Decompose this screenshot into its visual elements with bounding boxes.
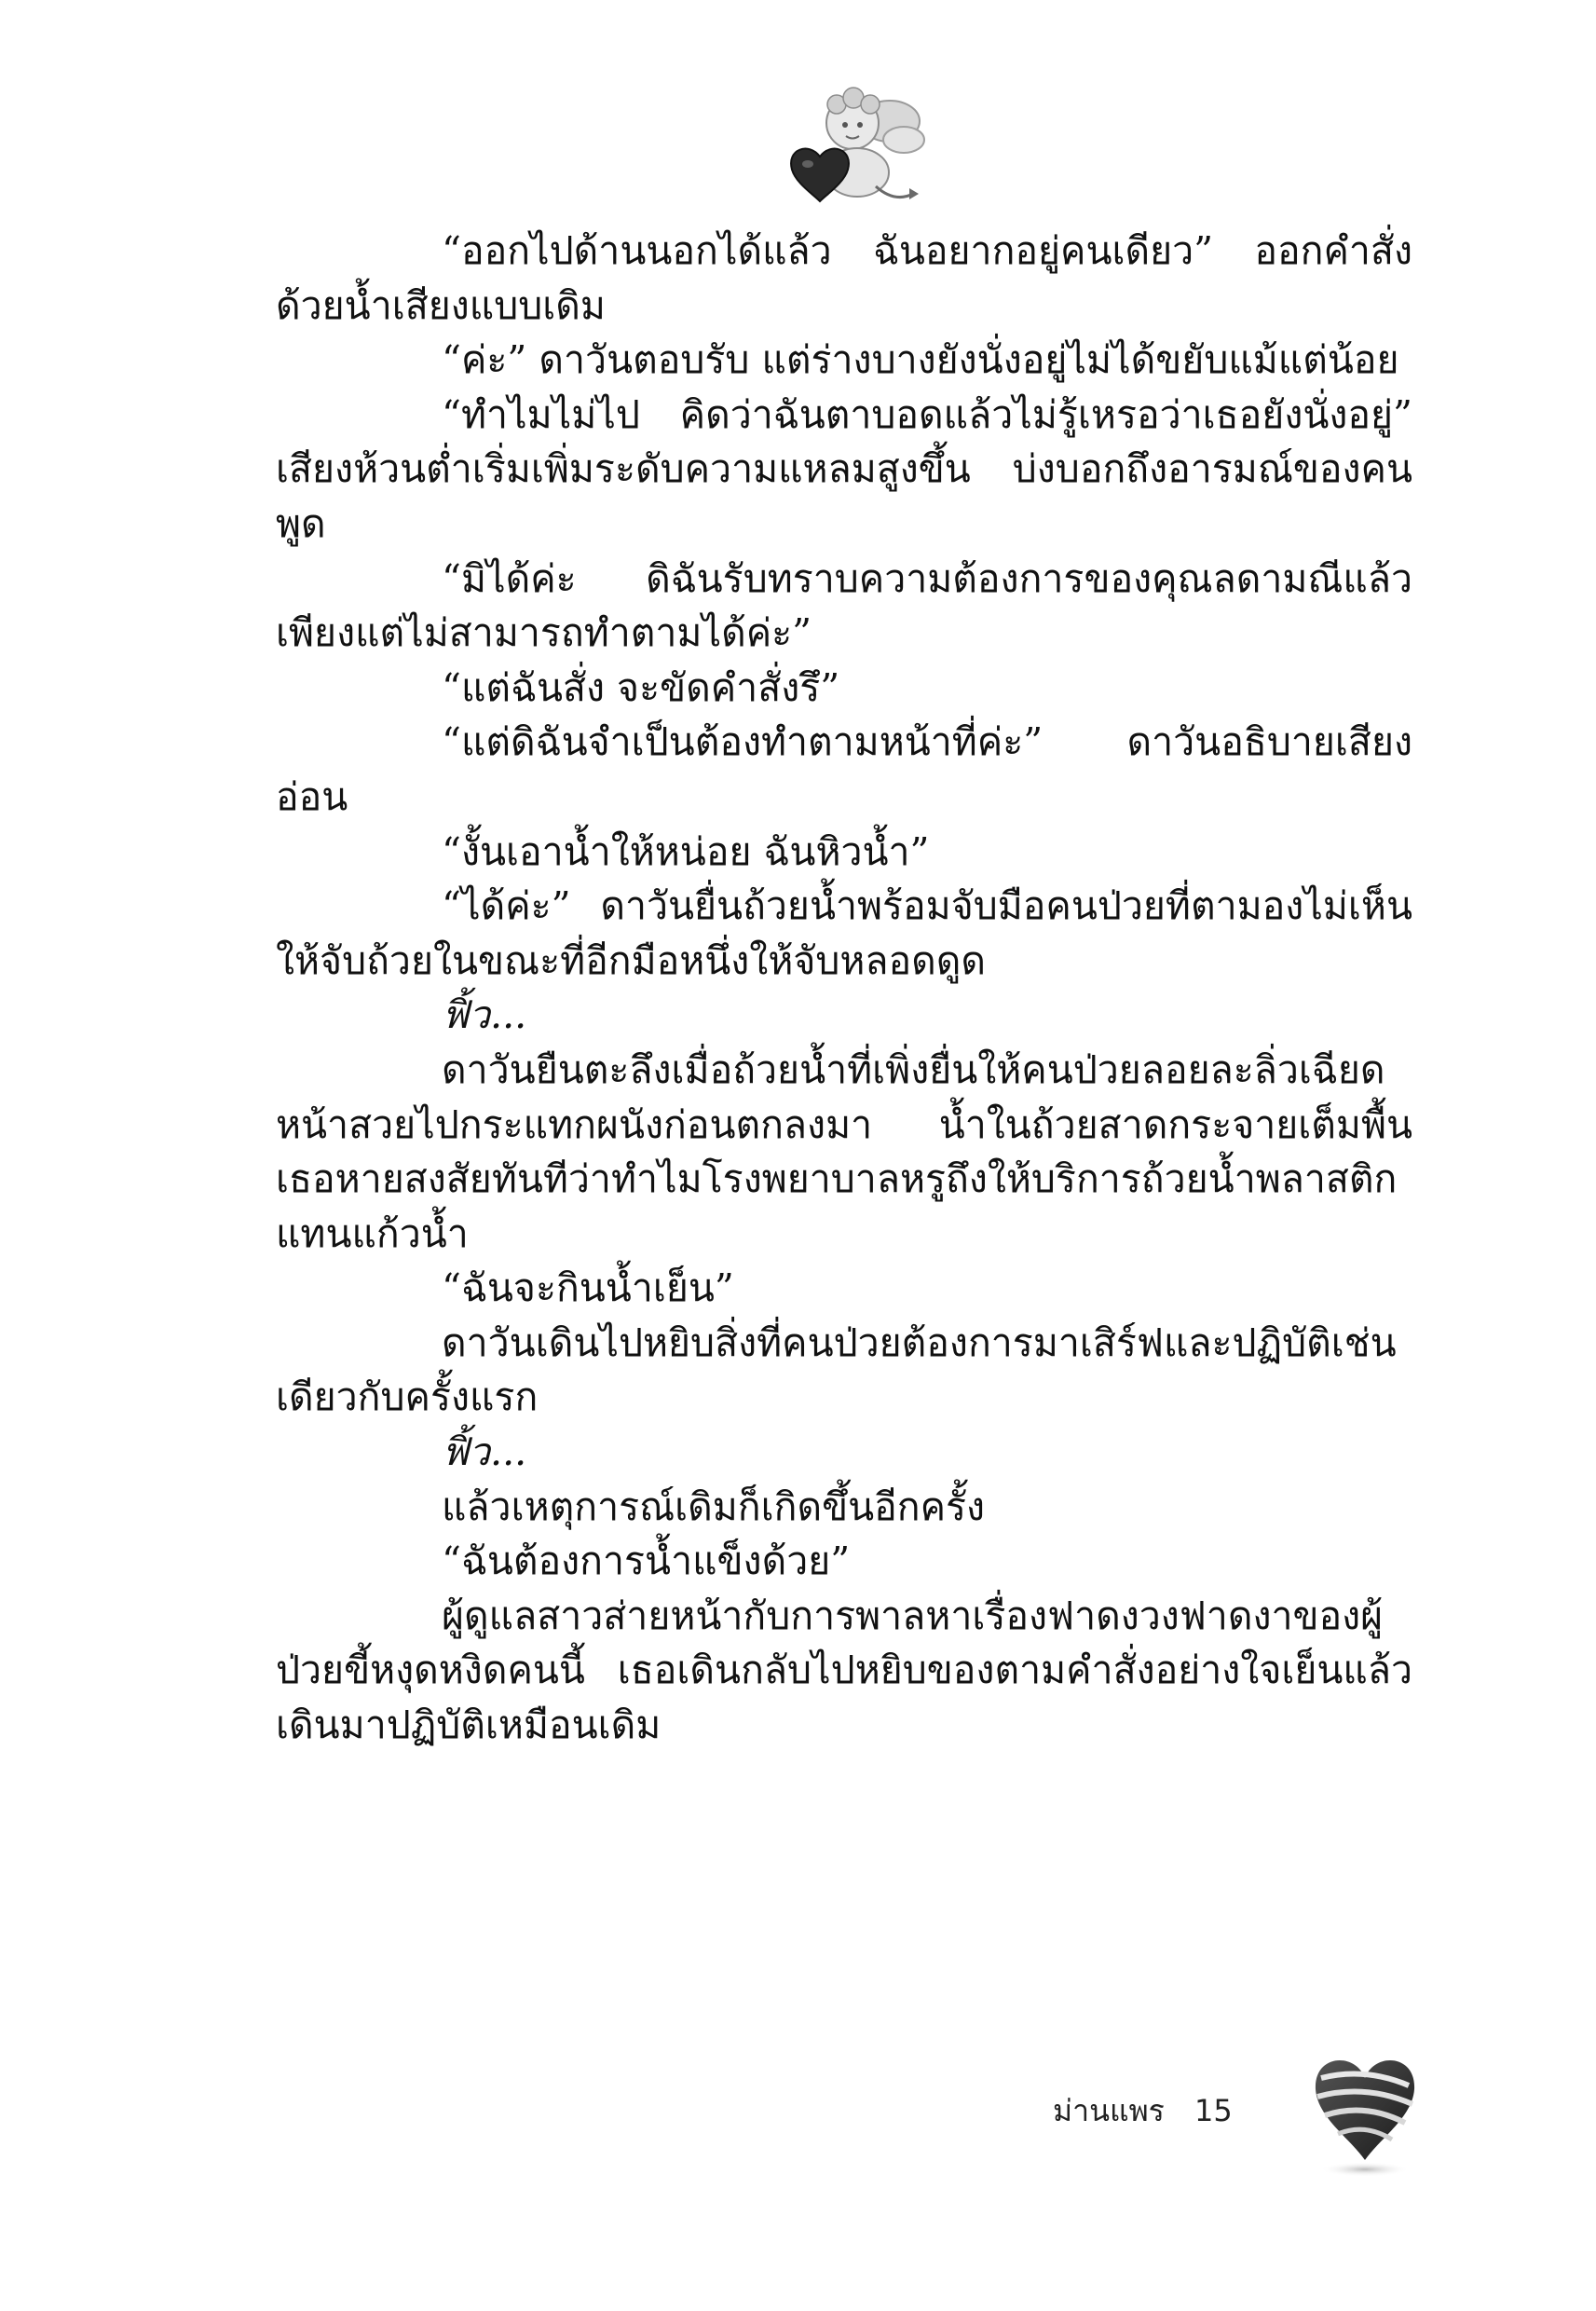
book-title: ม่านแพร [1053,2093,1165,2128]
cupid-with-heart-icon [764,84,932,214]
paragraph: “มิได้ค่ะ ดิฉันรับทราบความต้องการของคุณลดามณีแล้ว เพียงแต่ไม่สามารถทำตามได้ค่ะ” [276,555,1412,656]
paragraph-sound-effect: ฟิ้ว... [442,1429,527,1475]
paragraph: “งั้นเอาน้ำให้หน่อย ฉันหิวน้ำ” [442,828,930,874]
paragraph: ดาวันยืนตะลึงเมื่อถ้วยน้ำที่เพิ่งยื่นให้คนป่วยลอยละลิ่วเฉียดหน้าสวยไปกระแทกผนังก่อนตกลงมา น้ำในถ้วยสาดกระจายเต็มพื้น เธอหายสงสัยทันทีว่าทำไมโรงพยาบาลหรูถึงให้บริการถ้วยน้ำพลาสติกแทนแก้วน้ำ [276,1046,1412,1256]
paragraph: “ออกไปด้านนอกได้แล้ว ฉันอยากอยู่คนเดียว” ออกคำสั่งด้วยน้ำเสียงแบบเดิม [276,228,1412,328]
paragraph: ผู้ดูแลสาวส่ายหน้ากับการพาลหาเรื่องฟาดงวงฟาดงาของผู้ป่วยขี้หงุดหงิดคนนี้ เธอเดินกลับไปหยิบของตามคำสั่งอย่างใจเย็นแล้วเดินมาปฏิบัติเหมือนเดิม [276,1593,1412,1748]
ribbon-heart-icon [1304,2041,1425,2181]
paragraph: “ค่ะ” ดาวันตอบรับ แต่ร่างบางยังนั่งอยู่ไม่ได้ขยับแม้แต่น้อย [442,337,1399,383]
paragraph: “ฉันจะกินน้ำเย็น” [442,1265,734,1311]
chapter-body [276,224,1412,1753]
page-number: 15 [1194,2093,1233,2128]
paragraph: “ฉันต้องการน้ำแข็งด้วย” [442,1538,851,1584]
paragraph: แล้วเหตุการณ์เดิมก็เกิดขึ้นอีกครั้ง [442,1484,986,1529]
paragraph: “ทำไมไม่ไป คิดว่าฉันตาบอดแล้วไม่รู้เหรอว่าเธอยังนั่งอยู่” เสียงห้วนต่ำเริ่มเพิ่มระดับความแหลมสูงขึ้น บ่งบอกถึงอารมณ์ของคนพูด [276,391,1412,546]
paragraph-sound-effect: ฟิ้ว... [442,992,527,1038]
paragraph: ดาวันเดินไปหยิบสิ่งที่คนป่วยต้องการมาเสิร์ฟและปฏิบัติเช่นเดียวกับครั้งแรก [276,1320,1397,1420]
paragraph: “ได้ค่ะ” ดาวันยื่นถ้วยน้ำพร้อมจับมือคนป่วยที่ตามองไม่เห็นให้จับถ้วยในขณะที่อีกมือหนึ่งให้จับหลอดดูด [276,883,1412,983]
paragraph: “แต่ฉันสั่ง จะขัดคำสั่งรึ” [442,664,840,710]
page-footer [1053,2087,1233,2135]
paragraph: “แต่ดิฉันจำเป็นต้องทำตามหน้าที่ค่ะ” ดาวันอธิบายเสียงอ่อน [276,719,1412,819]
